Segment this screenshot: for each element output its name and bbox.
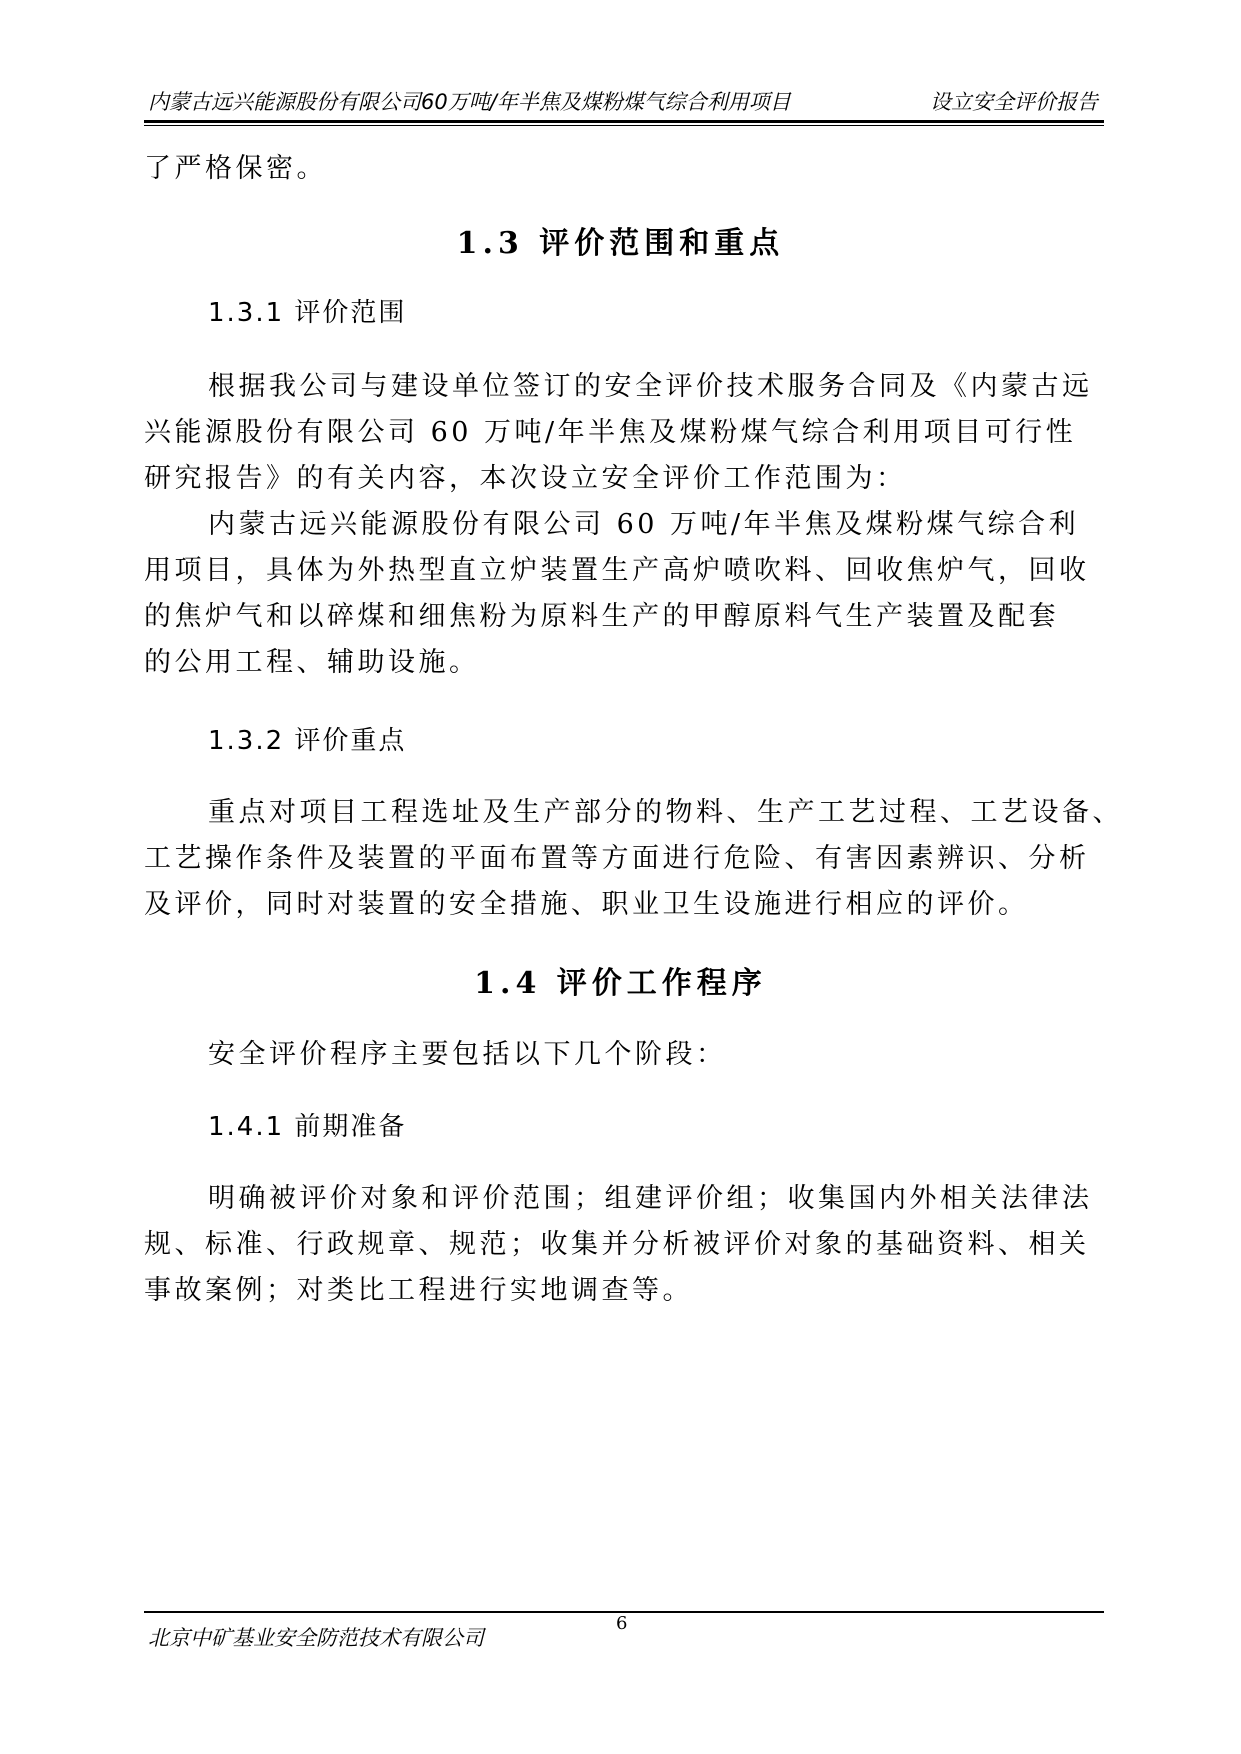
subsection-heading-1-4-1: 1.4.1 前期准备 (208, 1112, 407, 1142)
paragraph-line: 安全评价程序主要包括以下几个阶段： (208, 1039, 727, 1070)
paragraph-line: 及评价，同时对装置的安全措施、职业卫生设施进行相应的评价。 (144, 889, 1029, 920)
header-rule (144, 120, 1104, 123)
subsection-heading-1-3-1: 1.3.1 评价范围 (208, 298, 407, 328)
paragraph-line: 用项目，具体为外热型直立炉装置生产高炉喷吹料、回收焦炉气，回收 (144, 555, 1090, 586)
paragraph-line: 研究报告》的有关内容，本次设立安全评价工作范围为： (144, 463, 907, 494)
section-heading-1-3: 1.3 评价范围和重点 (456, 226, 785, 261)
paragraph-line: 明确被评价对象和评价范围；组建评价组；收集国内外相关法律法 (208, 1183, 1093, 1214)
paragraph-line: 兴能源股份有限公司 60 万吨/年半焦及煤粉煤气综合利用项目可行性 (144, 417, 1077, 448)
page-number: 6 (616, 1613, 628, 1634)
paragraph-line: 内蒙古远兴能源股份有限公司 60 万吨/年半焦及煤粉煤气综合利 (208, 509, 1080, 540)
paragraph-line: 工艺操作条件及装置的平面布置等方面进行危险、有害因素辨识、分析 (144, 843, 1090, 874)
header-project-title: 内蒙古远兴能源股份有限公司60万吨/年半焦及煤粉煤气综合利用项目 (148, 90, 791, 114)
section-heading-1-4: 1.4 评价工作程序 (474, 966, 767, 1001)
continuation-line: 了严格保密。 (144, 153, 327, 184)
paragraph-line: 的公用工程、辅助设施。 (144, 647, 480, 678)
footer-company: 北京中矿基业安全防范技术有限公司 (148, 1626, 484, 1650)
header-rule-thin (144, 125, 1104, 126)
paragraph-line: 的焦炉气和以碎煤和细焦粉为原料生产的甲醇原料气生产装置及配套 (144, 601, 1059, 632)
paragraph-line: 规、标准、行政规章、规范；收集并分析被评价对象的基础资料、相关 (144, 1229, 1090, 1260)
subsection-heading-1-3-2: 1.3.2 评价重点 (208, 726, 407, 756)
paragraph-line: 重点对项目工程选址及生产部分的物料、生产工艺过程、工艺设备、 (208, 797, 1123, 828)
paragraph-line: 事故案例；对类比工程进行实地调查等。 (144, 1275, 693, 1306)
header-report-title: 设立安全评价报告 (930, 90, 1098, 114)
paragraph-line: 根据我公司与建设单位签订的安全评价技术服务合同及《内蒙古远 (208, 371, 1093, 402)
